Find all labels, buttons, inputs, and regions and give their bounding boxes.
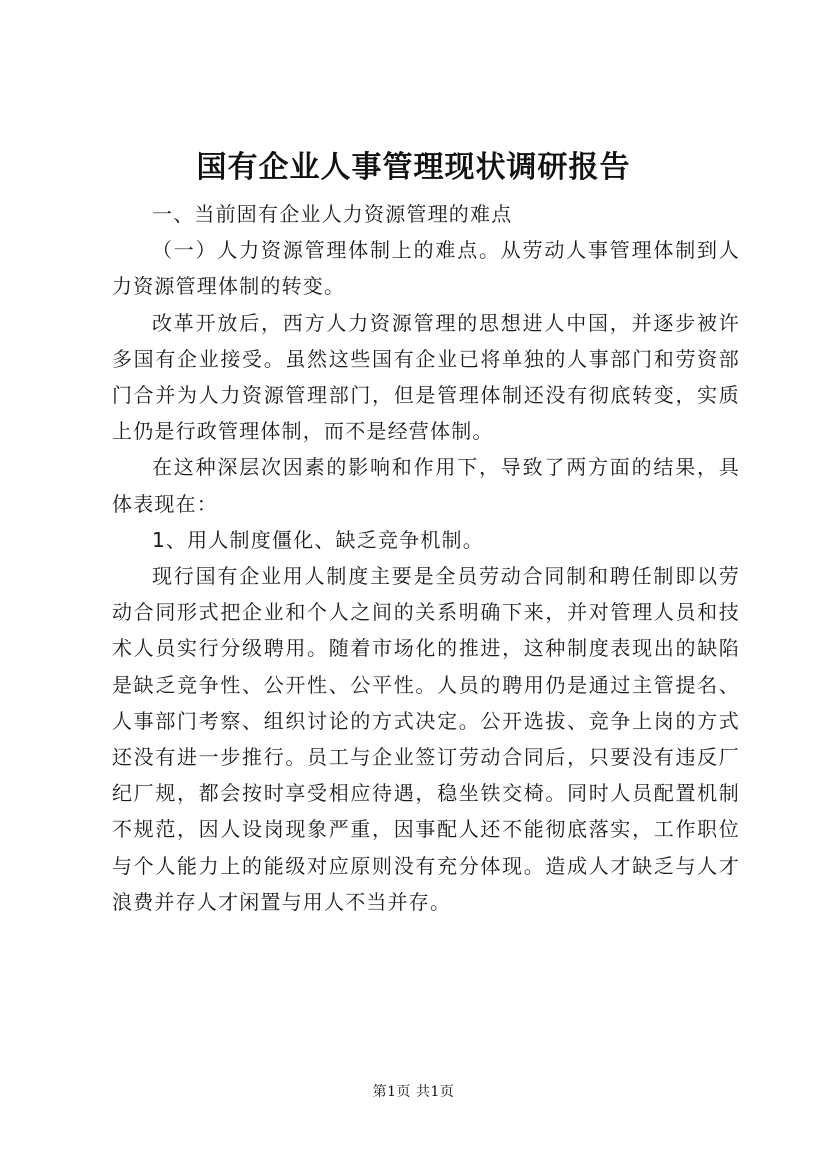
list-item-heading: 1、用人制度僵化、缺乏竞争机制。: [152, 527, 484, 552]
page-number: 第1页 共1页: [372, 1084, 455, 1100]
body-paragraph: 改革开放后，西方人力资源管理的思想进人中国，并逐步被许多国有企业接受。虽然这些国有企业已将单独的人事部门和劳资部门合并为人力资源管理部门，但是管理体制还没有彻底转变，实质上仍是行政管理体制，而不是经营体制。: [112, 310, 740, 444]
body-paragraph: 在这种深层次因素的影响和作用下，导致了两方面的结果，具体表现在：: [112, 455, 740, 516]
document-title: 国有企业人事管理现状调研报告: [196, 150, 631, 185]
document-body: [112, 196, 740, 920]
section-heading: 一、当前固有企业人力资源管理的难点: [152, 202, 513, 226]
subsection-paragraph: （一）人力资源管理体制上的难点。从劳动人事管理体制到人力资源管理体制的转变。: [112, 238, 740, 299]
body-paragraph: 现行国有企业用人制度主要是全员劳动合同制和聘任制即以劳动合同形式把企业和个人之间的关系明确下来，并对管理人员和技术人员实行分级聘用。随着市场化的推进，这种制度表现出的缺陷是缺乏竞争性、公开性、公平性。人员的聘用仍是通过主管提名、人事部门考察、组织讨论的方式决定。公开选拔、竞争上岗的方式还没有进一步推行。员工与企业签订劳动合同后，只要没有违反厂纪厂规，都会按时享受相应待遇，稳坐铁交椅。同时人员配置机制不规范，因人设岗现象严重，因事配人还不能彻底落实，工作职位与个人能力上的能级对应原则没有充分体现。造成人才缺乏与人才浪费并存人才闲置与用人不当并存。: [112, 564, 740, 914]
